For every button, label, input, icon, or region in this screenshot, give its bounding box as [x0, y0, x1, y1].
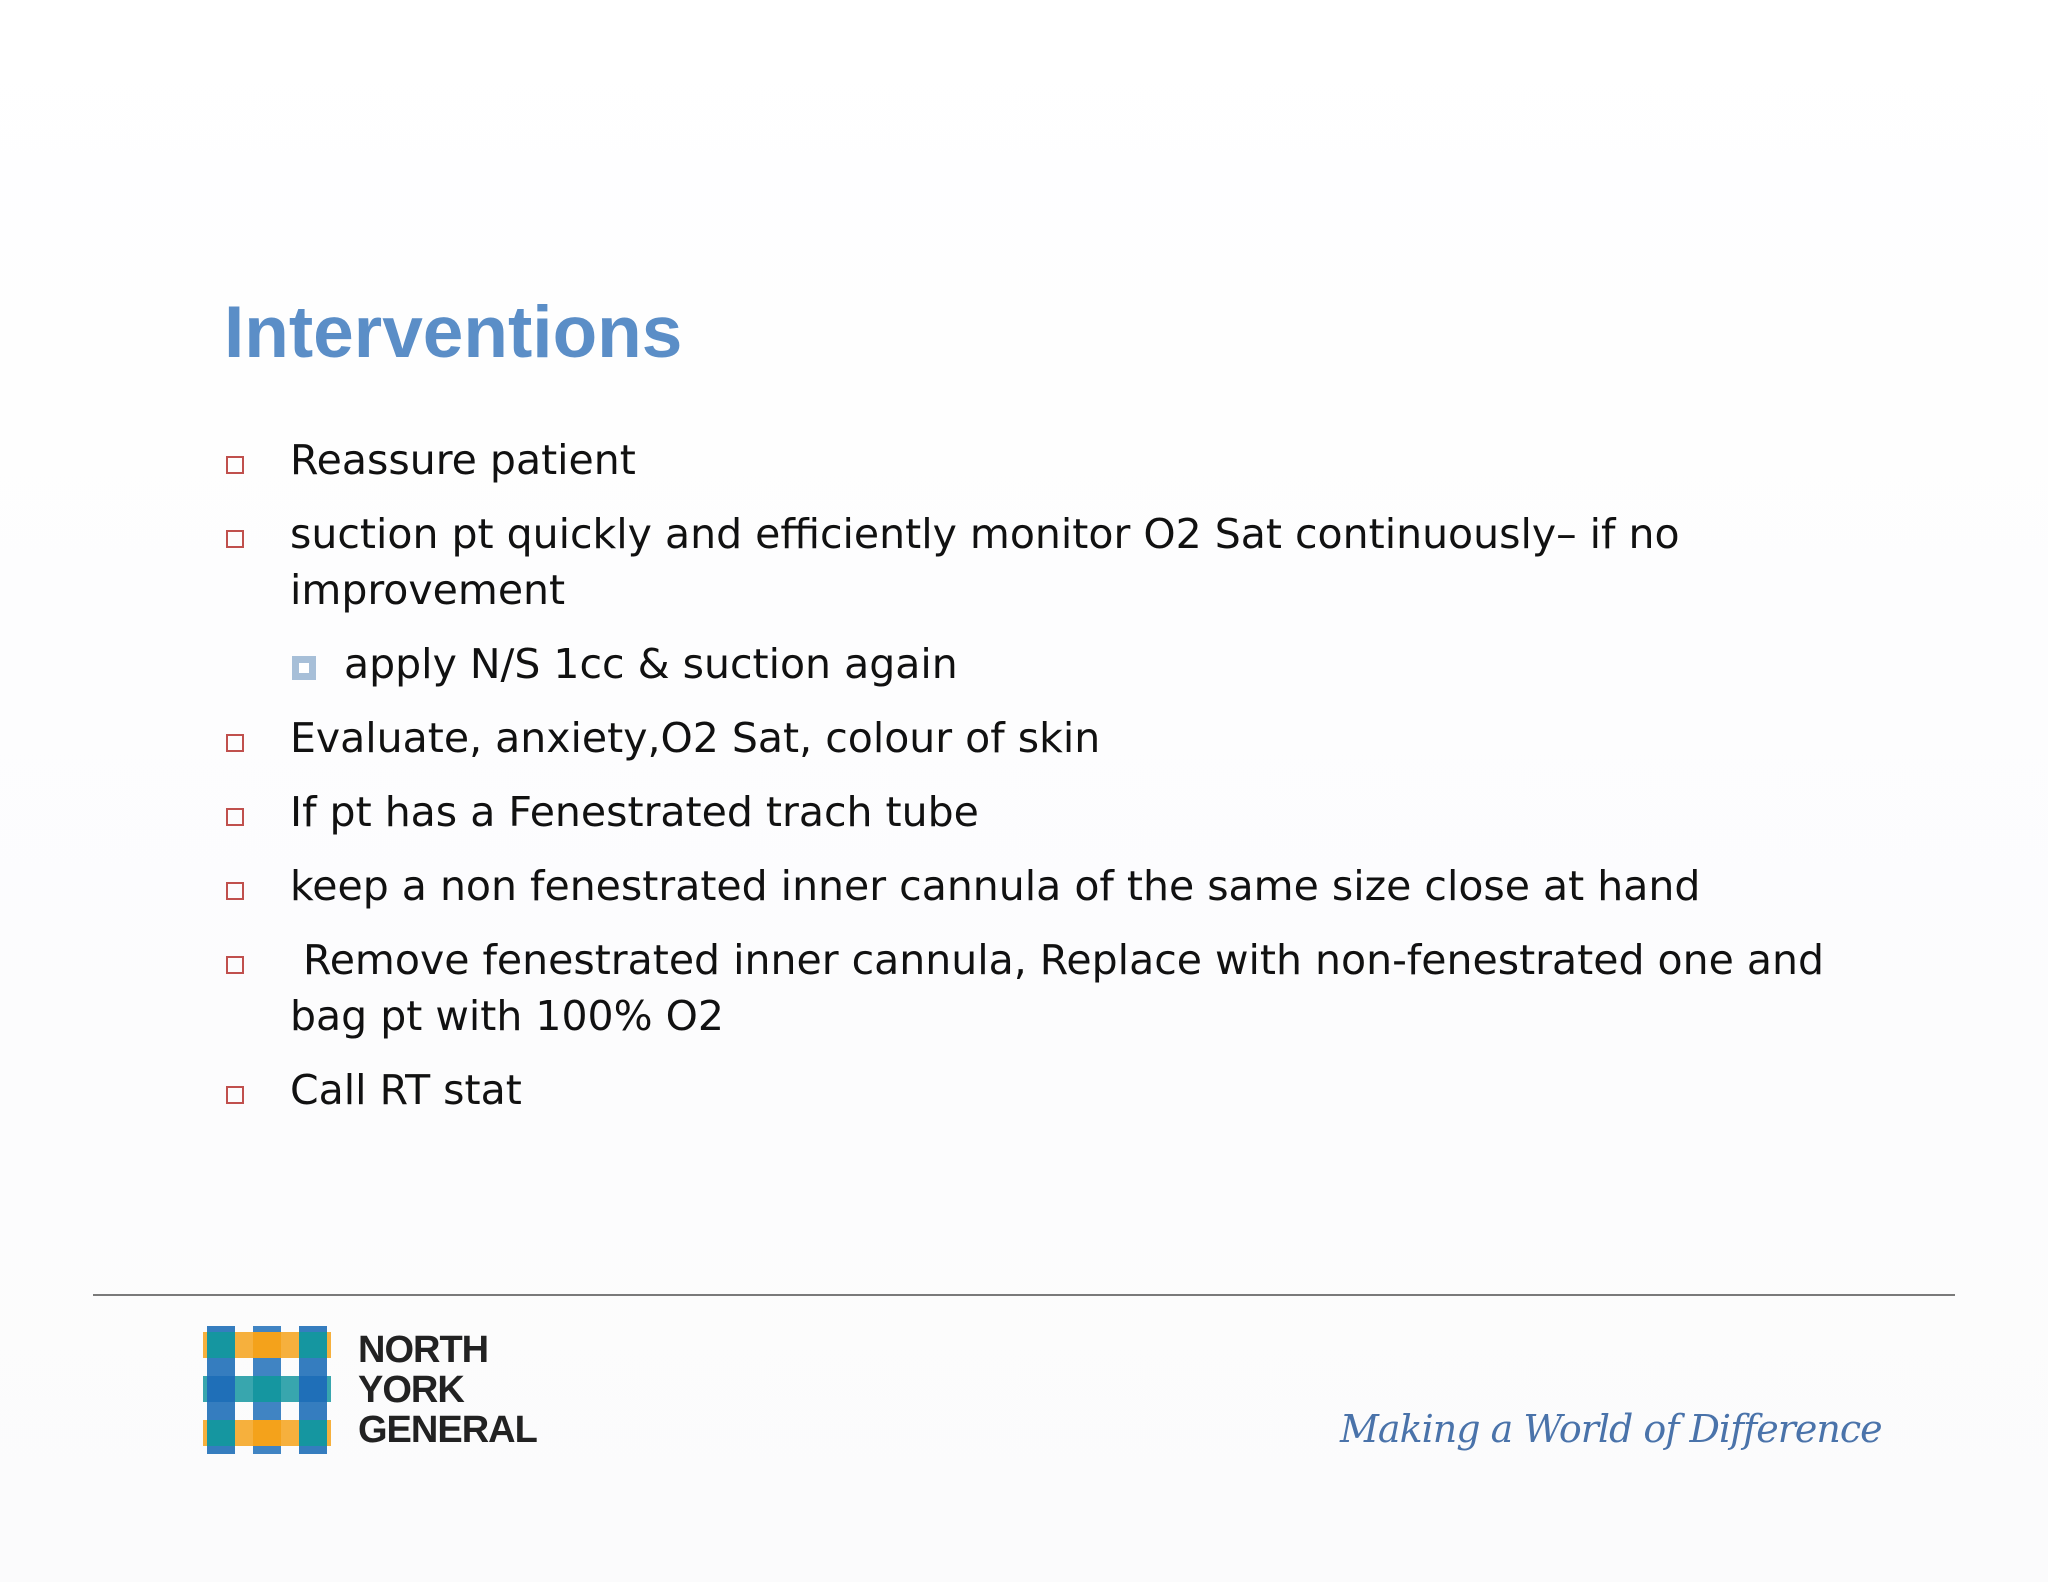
filled-square-bullet-icon [292, 656, 316, 680]
slide-title: Interventions [224, 292, 683, 373]
square-bullet-icon [226, 734, 244, 752]
logo-line: GENERAL [358, 1409, 537, 1451]
square-bullet-icon [226, 882, 244, 900]
bullet-item [224, 432, 1844, 488]
bullet-text: suction pt quickly and efficiently monitor O2 Sat continuously– if no improvement [290, 510, 1680, 614]
footer-tagline: Making a World of Difference [1340, 1407, 1882, 1451]
hospital-logo-icon [203, 1326, 331, 1454]
bullet-text: Call RT stat [290, 1066, 522, 1114]
bullet-item [224, 932, 1844, 1044]
bullet-text: keep a non fenestrated inner cannula of the same size close at hand [290, 862, 1701, 910]
bullet-text: apply N/S 1cc & suction again [344, 640, 958, 688]
hospital-logo-text [358, 1330, 537, 1450]
square-bullet-icon [226, 1086, 244, 1104]
logo-line: YORK [358, 1369, 464, 1411]
square-bullet-icon [226, 808, 244, 826]
sub-bullet-item [290, 636, 1844, 692]
footer-divider [93, 1294, 1955, 1296]
bullet-item [224, 710, 1844, 766]
bullet-text: If pt has a Fenestrated trach tube [290, 788, 979, 836]
bullet-text: Evaluate, anxiety,O2 Sat, colour of skin [290, 714, 1101, 762]
square-bullet-icon [226, 956, 244, 974]
square-bullet-icon [226, 456, 244, 474]
square-bullet-icon [226, 530, 244, 548]
logo-line: NORTH [358, 1329, 489, 1371]
bullet-item [224, 506, 1844, 618]
bullet-text: Reassure patient [290, 436, 636, 484]
bullet-item [224, 784, 1844, 840]
bullet-item [224, 1062, 1844, 1118]
bullet-list [224, 432, 1844, 1136]
bullet-item [224, 858, 1844, 914]
bullet-text: Remove fenestrated inner cannula, Replace with non-fenestrated one and bag pt with 100% O2 [290, 936, 1838, 1040]
